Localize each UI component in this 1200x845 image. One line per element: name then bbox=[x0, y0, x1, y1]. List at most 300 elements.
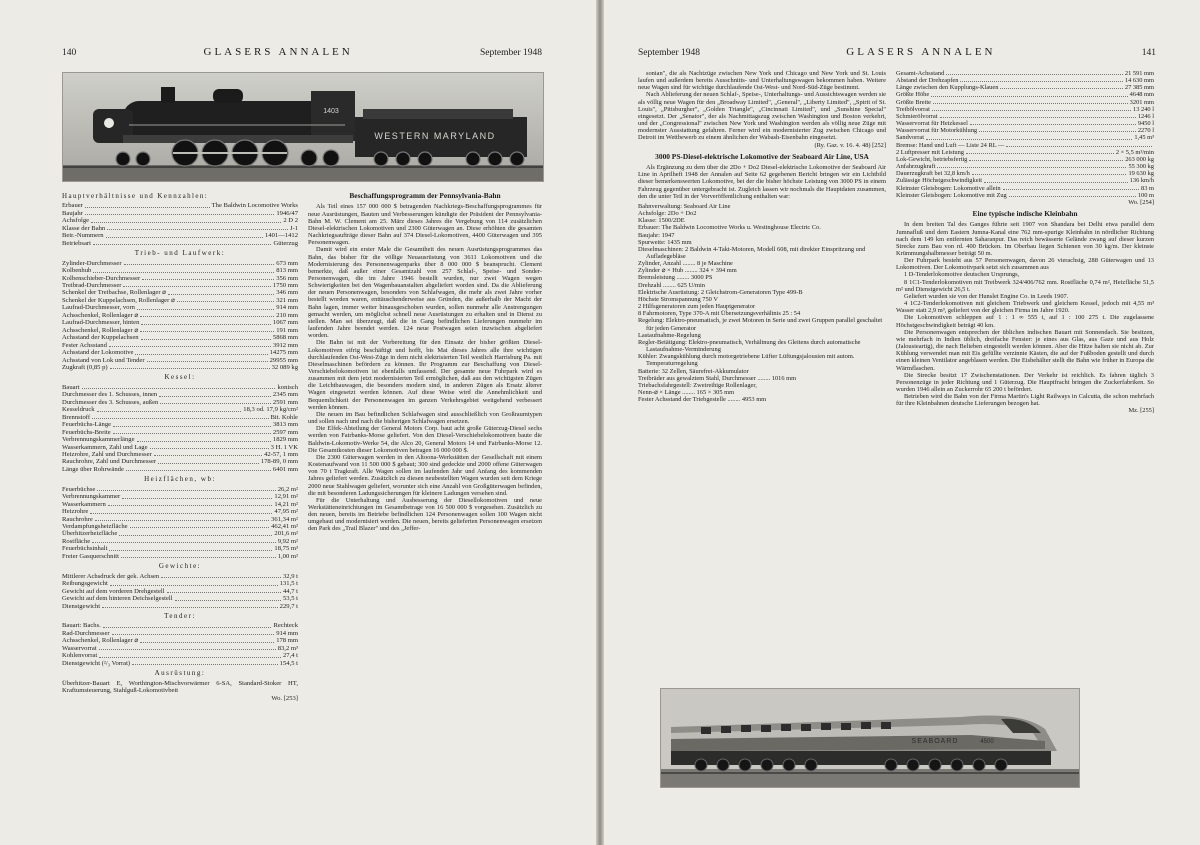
spec-row bbox=[62, 312, 298, 319]
spec-value: 1,45 m³ bbox=[1134, 134, 1154, 142]
paragraph: 4 1C2-Tenderlokomotiven mit gleichem Triebwerk und gleichem Kessel, jedoch mit 4,55 m³ Wasser statt 2,9 m³, geliefert von der gleichen Firma im Jahre 1920. bbox=[896, 300, 1154, 315]
leader-dots bbox=[141, 334, 271, 339]
paragraph: Damit wird ein erster Male die Gesamtheit des neuen Ausrüstungsprogrammes das Bahn, das bisher für die völlige Neuausrüstung von 3611 Lokomotiven und die Modernisierung des Personenwagenparks über 8 000 000 $ beansprucht. Clement bemerkte, daß außer einer Gesamtzahl von 257 Schlaf-, Speise- und Sonder-Personenwagen, die im Jahre 1946 bestellt wurden, nur zwei Wagen wegen Schwierigkeiten bei den Wagenbauanstalten abgeliefert worden sind. Da die Ablieferung der neuen Personenwagen, besonders von Schlafwagen, die mehr als zwei Jahre vorher bestellt worden waren, enttäuschenderweise aus Gründen, die außerhalb der Macht der Bahn lagen, immer weiter hinausgeschoben wurden, sollen nunmehr alle Anstrengungen gemacht werden, um möglichst schnell neue Ausrüstungen zu erhalten und in Dienst zu stellen. Man sei überzeugt, daß die in Gang befindlichen Lieferungen nunmehr im laufenden Jahre beendet werden. 124 neue Postwagen seien inzwischen abgeliefert worden. bbox=[308, 246, 542, 340]
ausruestung-reference: Wo. [253] bbox=[271, 694, 298, 702]
spec-row bbox=[62, 334, 298, 341]
spec-value: 321 mm bbox=[276, 296, 298, 304]
spec-value: 1246 l bbox=[1137, 112, 1154, 120]
leader-dots bbox=[85, 210, 275, 215]
spec-value: 14,21 m² bbox=[274, 500, 298, 508]
leader-dots bbox=[150, 444, 269, 449]
leader-dots bbox=[90, 508, 272, 513]
spec-label: Erbauer bbox=[62, 202, 83, 210]
data-line: Elektrische Ausrüstung: 2 Gleichstrom-Generatoren Type 499-B bbox=[638, 288, 803, 296]
leader-dots bbox=[966, 149, 1114, 154]
spec-row bbox=[896, 142, 1154, 149]
spec-value: 83,2 m³ bbox=[277, 644, 298, 652]
leader-dots bbox=[933, 99, 1128, 104]
spec-label: Bremse: Hand und Luft — Liste 24 RL — bbox=[896, 141, 1005, 149]
spec-row bbox=[62, 282, 298, 289]
spec-row bbox=[62, 553, 298, 560]
spec-row bbox=[62, 645, 298, 652]
continued-article bbox=[638, 70, 886, 142]
spec-row bbox=[896, 70, 1154, 77]
spec-value: The Baldwin Locomotive Works bbox=[211, 202, 298, 210]
dimensions-reference: Wo. [254] bbox=[1128, 198, 1154, 206]
spec-value: 55 300 kg bbox=[1128, 163, 1154, 171]
spec-heading-heiz: Heizflächen, wb: bbox=[144, 475, 216, 484]
spec-heading-ausruestung: Ausrüstung: bbox=[154, 669, 206, 678]
leader-dots bbox=[122, 493, 272, 498]
spec-row bbox=[62, 630, 298, 637]
spec-label: Durchmesser des 3. Schusses, außen bbox=[62, 398, 159, 406]
spec-label: Lok-Gewicht, betriebsfertig bbox=[896, 155, 968, 163]
leader-dots bbox=[85, 202, 210, 207]
leader-dots bbox=[109, 342, 271, 347]
diesel-locomotive-illustration bbox=[661, 689, 1079, 787]
data-line: 2 Hilfsgeneratoren zum jeden Hauptgenerator bbox=[638, 303, 756, 311]
spec-value: 1067 mm bbox=[272, 319, 298, 327]
spec-label: Rostfläche bbox=[62, 537, 91, 545]
spec-label: Achsschenkel, Rollenlager ⌀ bbox=[62, 326, 139, 334]
seaboard-title: 3000 PS-Diesel-elektrische Lokomotive der Seaboard Air Line, USA bbox=[655, 151, 869, 161]
leader-dots bbox=[960, 77, 1122, 82]
data-line: Fester Achsstand der Triebgestelle ........ 4953 mm bbox=[638, 396, 767, 404]
spec-row bbox=[896, 177, 1154, 184]
data-line: Dieselmaschinen: 2 Baldwin 4-Takt-Motoren, Modell 608, mit direkter Einspritzung und Aufladegebläse bbox=[638, 245, 866, 260]
spec-row bbox=[62, 458, 298, 465]
leader-dots bbox=[110, 364, 270, 369]
spec-row bbox=[896, 120, 1154, 127]
right-page-header bbox=[638, 46, 1156, 58]
leader-dots bbox=[160, 399, 271, 404]
spec-list-heiz bbox=[62, 486, 298, 561]
paragraph: Die Lokomotiven schleppen auf 1 : 1 ∞ 555 t, auf 1 : 100 275 t. Die zugelassene Höchstgeschwindigkeit beträgt 40 km. bbox=[896, 314, 1154, 329]
spec-row bbox=[62, 217, 298, 224]
leader-dots bbox=[124, 260, 275, 265]
spec-row bbox=[62, 304, 298, 311]
leader-dots bbox=[108, 501, 273, 506]
spec-value: 154,5 t bbox=[279, 659, 298, 667]
data-line: Kühler: Zwangskühlung durch motorgetriebene Lüfter Lüftungsjalousien mit autom. Temperaturregelung bbox=[638, 353, 855, 368]
spec-label: Dienstgewicht bbox=[62, 602, 101, 610]
issue-date: September 1948 bbox=[638, 48, 701, 58]
spec-label: Länge zwischen den Kupplungs-Klauen bbox=[896, 84, 999, 92]
spec-list-gewichte bbox=[62, 573, 298, 610]
spec-value: 813 mm bbox=[276, 267, 298, 275]
spec-label: Zylinder-Durchmesser bbox=[62, 259, 122, 267]
spec-heading-tender: Tender: bbox=[164, 612, 196, 621]
spec-row bbox=[62, 622, 298, 629]
leader-dots bbox=[137, 304, 274, 309]
spec-row bbox=[62, 573, 298, 580]
spec-label: Betr.-Nummern bbox=[62, 232, 104, 240]
spec-row bbox=[62, 384, 298, 391]
spec-value: 2 × 5,5 m³/min bbox=[1115, 148, 1154, 156]
spec-label: Abstand der Drehzapfen bbox=[896, 77, 959, 85]
spec-value: 2 D 2 bbox=[283, 217, 298, 225]
article-body bbox=[308, 203, 542, 532]
spec-value: Rechteck bbox=[273, 622, 298, 630]
leader-dots bbox=[121, 553, 276, 558]
spec-label: Laufrad-Durchmesser, vorn bbox=[62, 304, 135, 312]
spec-row bbox=[62, 232, 298, 239]
paragraph: Als Teil eines 157 000 000 $ betragenden Nachkriegs-Beschaffungsprogrammes für neue Ausrüstungen, Bauten und Verbesserungen kündigte der Präsident der Pennsylvania-Bahn M. W. Clement am 25. März dieses Jahres die Vergebung von 114 zusätzlichen Diesel-elektrischen Lokomotiven und 2300 Güterwagen an. Diese erhöhten die gesamten Nachkriegsaufträge dieser Bahn auf 374 Diesel-Lokomotiven, 4400 Güterwagen und 395 Personenwagen. bbox=[308, 203, 542, 247]
leader-dots bbox=[159, 391, 271, 396]
spec-row bbox=[62, 486, 298, 493]
spec-label: Betriebsart bbox=[62, 239, 91, 247]
spec-row bbox=[896, 113, 1154, 120]
spec-value: 3813 mm bbox=[272, 421, 298, 429]
leader-dots bbox=[103, 622, 272, 627]
leader-dots bbox=[972, 170, 1127, 175]
spec-row bbox=[62, 210, 298, 217]
leader-dots bbox=[140, 637, 274, 642]
spec-row bbox=[896, 192, 1154, 199]
leader-dots bbox=[167, 588, 281, 593]
leader-dots bbox=[932, 106, 1131, 111]
spec-label: Rauchrohre bbox=[62, 515, 93, 523]
spec-value: 12,91 m² bbox=[274, 493, 298, 501]
issue-date: September 1948 bbox=[479, 48, 542, 58]
spec-value: 19 630 kg bbox=[1128, 170, 1154, 178]
spec-value: 229,7 t bbox=[279, 602, 298, 610]
spec-value: 914 mm bbox=[276, 629, 298, 637]
spec-label: Durchmesser des 1. Schusses, innen bbox=[62, 391, 158, 399]
leader-dots bbox=[119, 530, 272, 535]
spec-label: Bauart bbox=[62, 383, 80, 391]
leader-dots bbox=[175, 595, 281, 600]
spec-row bbox=[896, 170, 1154, 177]
spec-value: 9450 l bbox=[1137, 120, 1154, 128]
ausruestung-text: Überhitzer-Bauart E, Worthington-Mischvorwärmer 6-SA, Standard-Stoker HT, Kraftumsteuerung, Stahlguß-Lokomotivbett bbox=[62, 679, 298, 695]
paragraph: Nach Ablieferung der neuen Schlaf-, Speise-, Unterhaltungs- und Aussichtswagen werden sie als völlig neue Wagen für den „Broadway Limited", „General", „Liberty Limited", „Spirit of St. Louis", „Pittsburgher", „Golden Triangle", „Cincinnati Limited", und „Sunshine Special" eingesetzt. Der „Senator", der als Nachmittagszug zwischen Washington und Boston verkehrt, und der „Congressional" zwischen New York und Washington werden als völlig neue Züge mit modernster Ausstattung gefahren. Ferner wird ein modernisierter Zug zwischen Chicago und Detroit im Wettbewerb zu einem ähnlichen der Wabash-Eisenbahn eingesetzt. bbox=[638, 91, 886, 142]
spec-label: Größte Breite bbox=[896, 98, 931, 106]
left-page bbox=[0, 0, 596, 845]
spec-row bbox=[62, 202, 298, 209]
leader-dots bbox=[113, 429, 271, 434]
leader-dots bbox=[123, 282, 270, 287]
leader-dots bbox=[92, 414, 268, 419]
spec-row bbox=[62, 349, 298, 356]
spec-label: Brennstoff bbox=[62, 413, 91, 421]
leader-dots bbox=[97, 486, 275, 491]
spec-label: Kesseldruck bbox=[62, 406, 95, 414]
data-line: Regelung: Elektro-pneumatisch, je zwei Motoren in Serie und zwei Gruppen parallel geschaltet für jeden Generator bbox=[638, 317, 883, 332]
spec-heading-kessel: Kessel: bbox=[164, 373, 196, 382]
cab-number: 1403 bbox=[323, 108, 339, 115]
data-line: Regler-Betätigung: Elektro-pneumatisch, Verhältnung des Gleitens durch automatische Lastaufnahme-Verminderung bbox=[638, 338, 861, 354]
leader-dots bbox=[106, 232, 263, 237]
spec-row bbox=[62, 421, 298, 428]
spec-value: 5868 mm bbox=[272, 334, 298, 342]
spec-row bbox=[896, 77, 1154, 84]
data-line: Höchste Stromspannung 750 V bbox=[638, 295, 718, 303]
spec-label: Gesamt-Achsstand bbox=[896, 70, 945, 77]
spec-value: 9,92 m² bbox=[277, 537, 298, 545]
leader-dots bbox=[1003, 185, 1139, 190]
paragraph: Die 2300 Güterwagen werden in den Altoona-Werkstätten der Gesellschaft mit einem Kostenaufwand von 11 500 000 $ gebaut; 300 sind gedeckte und 2000 offene Güterwagen von 70 t Tragkraft. Alle Wagen sollen im laufenden Jahr und Anfang des kommenden Jahres geliefert werden. Zusätzlich zu diesen neubestellten Wagen wurden seit dem Kriege 2000 neue Stahlwagen geliefert, worunter sich eine Anzahl von Großgüterwagen befinden, die mit besonderen Ladungssicherungen für kleinere Ladungen versehen sind. bbox=[308, 453, 542, 497]
leader-dots bbox=[140, 312, 274, 317]
spec-value: 21 591 mm bbox=[1124, 70, 1154, 77]
leader-dots bbox=[984, 177, 1128, 182]
spec-label: Feuerbüchs-Länge bbox=[62, 421, 112, 429]
tender-lettering: WESTERN MARYLAND bbox=[374, 131, 496, 141]
leader-dots bbox=[99, 652, 281, 657]
spec-row bbox=[62, 545, 298, 552]
right-page bbox=[604, 0, 1200, 845]
spec-label: Achsstand von Lok und Tender bbox=[62, 356, 145, 364]
spec-value: 53,5 t bbox=[282, 595, 298, 603]
spec-heading-gewichte: Gewichte: bbox=[158, 562, 202, 571]
spec-value: 14 630 mm bbox=[1124, 77, 1154, 85]
leader-dots bbox=[931, 91, 1127, 96]
spec-value: 100 m bbox=[1137, 191, 1154, 199]
spec-label: Achsschenkel, Rollenlager ⌀ bbox=[62, 311, 139, 319]
spec-row bbox=[62, 399, 298, 406]
data-line: Bremsleistung ........ 3000 PS bbox=[638, 274, 713, 282]
spec-value: 47,95 m² bbox=[274, 508, 298, 516]
spec-label: Verbrennungskammerlänge bbox=[62, 436, 135, 444]
spec-label: Schenkel der Kuppelachsen, Rollenlager ⌀ bbox=[62, 296, 175, 304]
leader-dots bbox=[969, 156, 1123, 161]
data-line: 8 Fahrmotoren, Type 370-A mit Übersetzungsverhältnis 25 : 54 bbox=[638, 310, 801, 318]
leader-dots bbox=[177, 297, 274, 302]
leader-dots bbox=[940, 113, 1136, 118]
spec-label: Heizrohre bbox=[62, 508, 89, 516]
diesel-lettering: SEABOARD bbox=[911, 738, 959, 745]
spec-value: 178 mm bbox=[276, 637, 298, 645]
spec-row bbox=[62, 538, 298, 545]
leader-dots bbox=[112, 630, 275, 635]
journal-title: GLASERS ANNALEN bbox=[846, 46, 996, 58]
paragraph: Die Bahn ist mit der Vorbereitung für den Einsatz der bisher größten Diesel-Lokomotiven eifrig beschäftigt und hofft, bis Mai dieses Jahres alle ihre wichtigen durchlaufenden Ost-West-Züge in dem nicht elektrisierten Teil westlich Harrisburg Pa. mit Dieselmaschinen befördern zu können. Ihr Programm zur Beschaffung von Diesel-Verschiebelokomotiven ist ebenfalls umfassend. Der gesamte neue Fuhrpark wird es zusammen mit dem jetzt modernisierten Teil ermöglichen, daß aus den wichtigsten Zügen die Leichtbauwagen, die besonders modern sind, in anderen Zügen als Ersatz älterer Wagen eingesetzt werden können. Auf diese Weise wird die Annehmlichkeit und Bequemlichkeit der Personenwagen im ganzen Verkehrsgebiet weitgehend verbessert werden können. bbox=[308, 339, 542, 411]
spec-label: Größte Höhe bbox=[896, 91, 930, 99]
spec-list-trieb bbox=[62, 260, 298, 372]
spec-row bbox=[896, 156, 1154, 163]
spec-label: Verbrennungskammer bbox=[62, 493, 121, 501]
spec-row bbox=[896, 84, 1154, 91]
spec-label: Dauerzugkraft bei 32,8 km/h bbox=[896, 170, 970, 178]
spec-row bbox=[896, 149, 1154, 156]
spec-label: Zugkraft (0,85 p) bbox=[62, 363, 108, 371]
leader-dots bbox=[126, 466, 271, 471]
spec-value: 42-57, 1 mm bbox=[264, 450, 298, 458]
kleinbahn-title: Eine typische indische Kleinbahn bbox=[972, 208, 1078, 218]
spec-label: Wasserkammern bbox=[62, 500, 106, 508]
spec-label: Kleinster Gleisbogen: Lokomotive allein bbox=[896, 184, 1001, 192]
spec-row bbox=[896, 106, 1154, 113]
spec-row bbox=[62, 240, 298, 247]
leader-dots bbox=[102, 603, 278, 608]
leader-dots bbox=[91, 217, 281, 222]
leader-dots bbox=[92, 538, 276, 543]
spec-value: 3912 mm bbox=[272, 341, 298, 349]
spec-row bbox=[62, 444, 298, 451]
spec-row bbox=[62, 436, 298, 443]
leader-dots bbox=[82, 384, 276, 389]
spec-value: 2345 mm bbox=[272, 391, 298, 399]
spec-label: Gewicht auf dem vorderen Drehgestell bbox=[62, 587, 165, 595]
kleinbahn-reference: Mz. [255] bbox=[1128, 407, 1154, 415]
spec-row bbox=[62, 516, 298, 523]
leader-dots bbox=[1009, 192, 1136, 197]
data-line: Drehzahl ........ 625 U/min bbox=[638, 281, 705, 289]
spec-row bbox=[896, 91, 1154, 98]
seaboard-column bbox=[638, 70, 886, 403]
spec-row bbox=[62, 603, 298, 610]
spec-label: Heizrohre, Zahl und Durchmesser bbox=[62, 450, 152, 458]
spec-label: Feuerbüchse bbox=[62, 485, 96, 493]
data-line: Spurweite: 1435 mm bbox=[638, 238, 692, 246]
leader-dots bbox=[946, 70, 1123, 75]
data-line: Erbauer: The Baldwin Locomotive Works u. Westinghouse Electric Co. bbox=[638, 224, 821, 232]
data-line: Baujahr: 1947 bbox=[638, 231, 675, 239]
diesel-number: 4500 bbox=[980, 739, 994, 745]
journal-title: GLASERS ANNALEN bbox=[203, 46, 353, 58]
leader-dots bbox=[147, 357, 268, 362]
spec-label: Mittlerer Achsdruck der gek. Achsen bbox=[62, 572, 160, 580]
spec-value: 44,7 t bbox=[282, 587, 298, 595]
spec-value: 3 H. 1 VK bbox=[270, 443, 298, 451]
spec-value: 673 mm bbox=[276, 259, 298, 267]
spec-row bbox=[896, 185, 1154, 192]
spec-value: 13 240 l bbox=[1133, 105, 1154, 113]
spec-value: 32 089 kg bbox=[271, 363, 298, 371]
spec-label: Achsstand der Kuppelachsen bbox=[62, 334, 139, 342]
seaboard-data-list bbox=[638, 203, 886, 403]
seaboard-intro: Als Ergänzung zu dem über die 2Do + Do2 Diesel-elektrische Lokomotive der Seaboard Air Line in Aprilheft 1948 der Annalen auf Seite 62 gegebenen Bericht bringen wir ein Lichtbild dieser bemerkenswerten Lokomotive, bei der die bisher höchste Leistung von 3000 PS in einem Fahrzeug gegenüber untergebracht ist. Zugleich lassen wir nochmals die Hauptdaten zusammen, den die unter Teil in der Vorveröffentlichung enthalten war: bbox=[638, 164, 886, 200]
spec-value: 27,4 t bbox=[282, 652, 298, 660]
spec-label: Wasservorrat bbox=[62, 644, 97, 652]
spec-row bbox=[896, 163, 1154, 170]
spec-value: 27 385 mm bbox=[1124, 84, 1154, 92]
spec-row bbox=[62, 588, 298, 595]
spec-row bbox=[62, 357, 298, 364]
leader-dots bbox=[113, 421, 271, 426]
leader-dots bbox=[99, 645, 276, 650]
spec-value: 356 mm bbox=[276, 274, 298, 282]
data-line: Batterie: 32 Zellen, Säurefrei-Akkumulator bbox=[638, 367, 749, 375]
leader-dots bbox=[109, 545, 272, 550]
leader-dots bbox=[979, 127, 1136, 132]
spec-value: konisch bbox=[277, 383, 298, 391]
spec-value: 361,34 m² bbox=[271, 515, 298, 523]
paragraph: Die Personenwagen entsprechen der üblichen indischen Bauart mit Sonnendach. Sie besitzen, wie mehrfach in Indien üblich, dreifache Fenster: je eines aus Glas, aus Gaze und aus Holz (Jalousieartig), die nach Belieben eingestellt werden können. Aber die Hitze halten sie nicht ab. Zur Kühlung verwendet man mit Eis gefüllte verzinnte Kästen, die auf der Fußboden gestellt und durch einen kleinen Ventilator angeblasen werden. Die Eisbehälter stellt die Bahn wie früher in Europa die Wärmflaschen. bbox=[896, 328, 1154, 372]
spec-row bbox=[62, 391, 298, 398]
page-number: 141 bbox=[1141, 48, 1156, 58]
paragraph: Der Fuhrpark besteht aus 57 Personenwagen, davon 26 vierachsig, 288 Güterwagen und 13 Lokomotiven. Der Lokomotivpark setzt sich zusammen aus bbox=[896, 257, 1154, 272]
spec-label: Baujahr bbox=[62, 209, 83, 217]
data-line: Triebachsfahrgestell: Zweireihige Rollenlager, bbox=[638, 381, 757, 389]
leader-dots bbox=[154, 451, 262, 456]
spec-value: 32,9 t bbox=[282, 572, 298, 580]
data-line: Lastaufnahme-Regelung bbox=[638, 331, 701, 339]
leader-dots bbox=[93, 267, 274, 272]
steam-locomotive-illustration bbox=[63, 73, 543, 181]
paragraph: Für die Unterhaltung und Ausbesserung der Diesellokomotiven und neue Werkstätteneinrichtungen im Gesamtbetrage von 16 500 000 $ vorgesehen. Zusätzlich zu den neuen, bereits im Betriebe befindlichen 124 Personenwagen sollen 100 Wagen nicht umgebaut und modernisiert werden. Die neuen, bereits gelieferten Personenwagen ersetzen den Park des „Trail Blazer" und des „Jeffer- bbox=[308, 496, 542, 533]
leader-dots bbox=[110, 580, 278, 585]
spec-label: Gewicht auf dem hinteren Deichselgestell bbox=[62, 595, 173, 603]
leader-dots bbox=[142, 275, 274, 280]
leader-dots bbox=[132, 660, 278, 665]
paragraph: Die neuen im Bau befindlichen Schlafwagen sind ausschließlich von Großraumtypen und sollen nach und nach die bisherigen Schlafwagen ersetzen. bbox=[308, 410, 542, 426]
spec-heading-main: Hauptverhältnisse und Kennzahlen: bbox=[62, 192, 209, 200]
paragraph: sonian", die als Nachtzüge zwischen New York und Chicago und New York und St. Louis laufen und außerdem bereits Ausschnitts- und Unterhaltungswagen bekommen haben. Weitere neue Wagen sind für wichtige durchlaufende Ost-West- und Nord-Süd-Züge bestimmt. bbox=[638, 70, 886, 92]
spec-value: J-1 bbox=[289, 224, 298, 232]
spec-label: Treibölvorrat bbox=[896, 105, 930, 113]
spec-label: Reibungsgewicht bbox=[62, 580, 108, 588]
spec-row bbox=[62, 501, 298, 508]
spec-row bbox=[62, 580, 298, 587]
leader-dots bbox=[137, 436, 271, 441]
spec-row bbox=[62, 508, 298, 515]
spec-label: Schenkel der Treibachse, Rollenlager ⌀ bbox=[62, 289, 167, 297]
spec-label: Schmierölvorrat bbox=[896, 112, 938, 120]
data-line: Treibräder aus gewalztem Stahl, Durchmesser ........ 1016 mm bbox=[638, 374, 797, 382]
left-page-header bbox=[62, 46, 542, 58]
spec-row bbox=[62, 660, 298, 667]
spec-label: Klasse der Bahn bbox=[62, 224, 106, 232]
leader-dots bbox=[135, 349, 267, 354]
spec-value: 346 mm bbox=[276, 289, 298, 297]
spec-label: Sandvorrat bbox=[896, 134, 925, 142]
spec-label: Feuerbüchs-Breite bbox=[62, 428, 111, 436]
leader-dots bbox=[970, 120, 1136, 125]
spec-value: 462,41 m² bbox=[271, 523, 298, 531]
spec-row bbox=[62, 493, 298, 500]
spec-label: Achsschenkel, Rollenlager ⌀ bbox=[62, 637, 139, 645]
spec-row bbox=[62, 267, 298, 274]
kleinbahn-body bbox=[896, 221, 1154, 407]
spec-value: 26,2 m² bbox=[277, 485, 298, 493]
spec-row bbox=[62, 530, 298, 537]
spec-value: 4648 mm bbox=[1129, 91, 1154, 99]
spec-value: 2270 l bbox=[1137, 127, 1154, 135]
data-line: Nenn-⌀ × Länge ........ 165 × 305 mm bbox=[638, 388, 735, 396]
spec-value: 178-89, 0 mm bbox=[260, 458, 298, 466]
paragraph: Die Elfek-Abteilung der General Motors Corp. baut acht große Güterzug-Diesel sechs werden von Fairbanks-Morse geliefert. Von den Diesel-Verschiebelokomotiven baute die Baldwin-Lokomotiv-Werke 54, die Alco 20, General Motors 14 und Fairbanks-Morse 12. Die Gesamtkosten dieser Lokomotiven betragen 16 000 000 $. bbox=[308, 425, 542, 454]
spec-value: 18,3 od. 17,9 kg/cm² bbox=[243, 406, 298, 414]
spec-value: 131,5 t bbox=[279, 580, 298, 588]
paragraph: Die Strecke besitzt 17 Zwischenstationen. Der Verkehr ist reichlich. Es fahren täglich 3 Personenzüge in jeder Richtung und 1 Güterzug. Die Hauptfracht bringen die Zuckerfabriken. So wurden 1946 allein an Zuckerrohr 65 200 t befördert. bbox=[896, 371, 1154, 393]
spec-row bbox=[896, 127, 1154, 134]
spec-value: 18,75 m³ bbox=[274, 545, 298, 553]
spec-value: 136 km/h bbox=[1129, 177, 1154, 185]
spec-value: 14275 mm bbox=[269, 349, 298, 357]
spec-label: Kolbenhub bbox=[62, 267, 92, 275]
spec-row bbox=[62, 327, 298, 334]
spec-label: Rad-Durchmesser bbox=[62, 629, 110, 637]
spec-row bbox=[62, 429, 298, 436]
spec-value: Bit. Kohle bbox=[270, 413, 298, 421]
spec-heading-trieb: Trieb- und Laufwerk: bbox=[134, 249, 226, 258]
spec-value: Güterzug bbox=[273, 239, 298, 247]
spec-label: Laufrad-Durchmesser, hinten bbox=[62, 319, 140, 327]
data-line: Achsfolge: 2Do + Do2 bbox=[638, 210, 697, 218]
spec-row bbox=[62, 342, 298, 349]
leader-dots bbox=[1006, 142, 1152, 147]
spec-value: 191 mm bbox=[276, 326, 298, 334]
spec-label: Kolbenschieber-Durchmesser bbox=[62, 274, 141, 282]
leader-dots bbox=[168, 289, 274, 294]
spec-value: 1829 mm bbox=[272, 436, 298, 444]
page-number: 140 bbox=[62, 48, 77, 58]
spec-row bbox=[62, 466, 298, 473]
spec-row bbox=[62, 652, 298, 659]
leader-dots bbox=[926, 134, 1132, 139]
spec-value: 914 mm bbox=[276, 304, 298, 312]
